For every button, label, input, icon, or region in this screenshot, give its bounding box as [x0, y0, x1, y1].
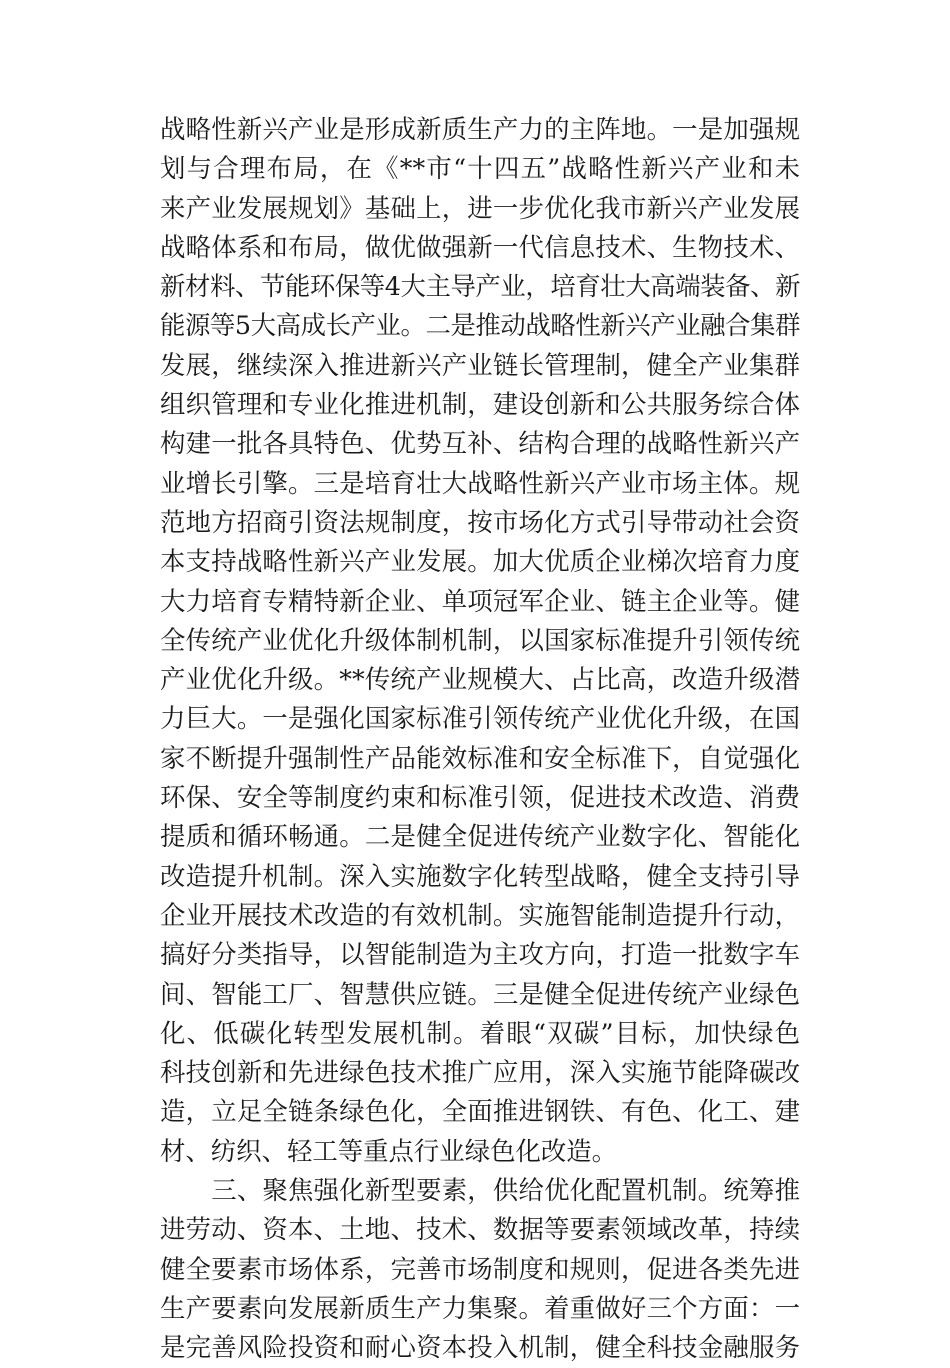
- text-line: 本支持战略性新兴产业发展。加大优质企业梯次培育力度: [160, 546, 800, 577]
- text-line: 进劳动、资本、土地、技术、数据等要素领域改革，持续: [160, 1214, 800, 1245]
- text-line: 材、纺织、轻工等重点行业绿色化改造。: [160, 1135, 618, 1166]
- text-line: 企业开展技术改造的有效机制。实施智能制造提升行动，: [160, 899, 800, 930]
- text-line: 化、低碳化转型发展机制。着眼“双碳”目标，加快绿色: [160, 1017, 800, 1048]
- text-line: 战略性新兴产业是形成新质生产力的主阵地。一是加强规: [160, 114, 800, 144]
- text-line: 业增长引擎。三是培育壮大战略性新兴产业市场主体。规: [160, 467, 800, 498]
- text-line: 环保、安全等制度约束和标准引领，促进技术改造、消费: [160, 782, 800, 813]
- text-line: 新材料、节能环保等4大主导产业，培育壮大高端装备、新: [160, 271, 800, 302]
- text-line: 健全要素市场体系，完善市场制度和规则，促进各类先进: [160, 1253, 800, 1284]
- text-line: 范地方招商引资法规制度，按市场化方式引导带动社会资: [160, 506, 800, 537]
- text-line: 造，立足全链条绿色化，全面推进钢铁、有色、化工、建: [160, 1096, 800, 1127]
- text-line: 全传统产业优化升级体制机制，以国家标准提升引领传统: [160, 624, 800, 655]
- text-line: 战略体系和布局，做优做强新一代信息技术、生物技术、: [160, 231, 800, 262]
- document-body-text: [160, 110, 800, 1368]
- text-line: 组织管理和专业化推进机制，建设创新和公共服务综合体: [160, 389, 800, 420]
- text-line: 科技创新和先进绿色技术推广应用，深入实施节能降碳改: [160, 1057, 800, 1088]
- text-line: 发展，继续深入推进新兴产业链长管理制，健全产业集群: [160, 349, 800, 380]
- text-line: 改造提升机制。深入实施数字化转型战略，健全支持引导: [160, 860, 800, 891]
- text-line: 家不断提升强制性产品能效标准和安全标准下，自觉强化: [160, 742, 800, 773]
- text-line: 能源等5大高成长产业。二是推动战略性新兴产业融合集群: [160, 310, 800, 341]
- text-line: 提质和循环畅通。二是健全促进传统产业数字化、智能化: [160, 821, 800, 852]
- text-line: 产业优化升级。**传统产业规模大、占比高，改造升级潜: [160, 664, 800, 695]
- text-line: 搞好分类指导，以智能制造为主攻方向，打造一批数字车: [160, 939, 800, 970]
- text-line: 力巨大。一是强化国家标准引领传统产业优化升级，在国: [160, 703, 800, 734]
- text-line: 大力培育专精特新企业、单项冠军企业、链主企业等。健: [160, 585, 800, 616]
- text-line: 间、智能工厂、智慧供应链。三是健全促进传统产业绿色: [160, 978, 800, 1009]
- text-line: 构建一批各具特色、优势互补、结构合理的战略性新兴产: [160, 428, 800, 459]
- text-line: 划与合理布局，在《**市“十四五”战略性新兴产业和未: [160, 153, 800, 184]
- text-line: 来产业发展规划》基础上，进一步优化我市新兴产业发展: [160, 192, 800, 223]
- text-line: 是完善风险投资和耐心资本投入机制，健全科技金融服务: [160, 1332, 800, 1363]
- text-line: 三、聚焦强化新型要素，供给优化配置机制。统筹推: [160, 1175, 800, 1206]
- text-line: 生产要素向发展新质生产力集聚。着重做好三个方面：一: [160, 1292, 800, 1323]
